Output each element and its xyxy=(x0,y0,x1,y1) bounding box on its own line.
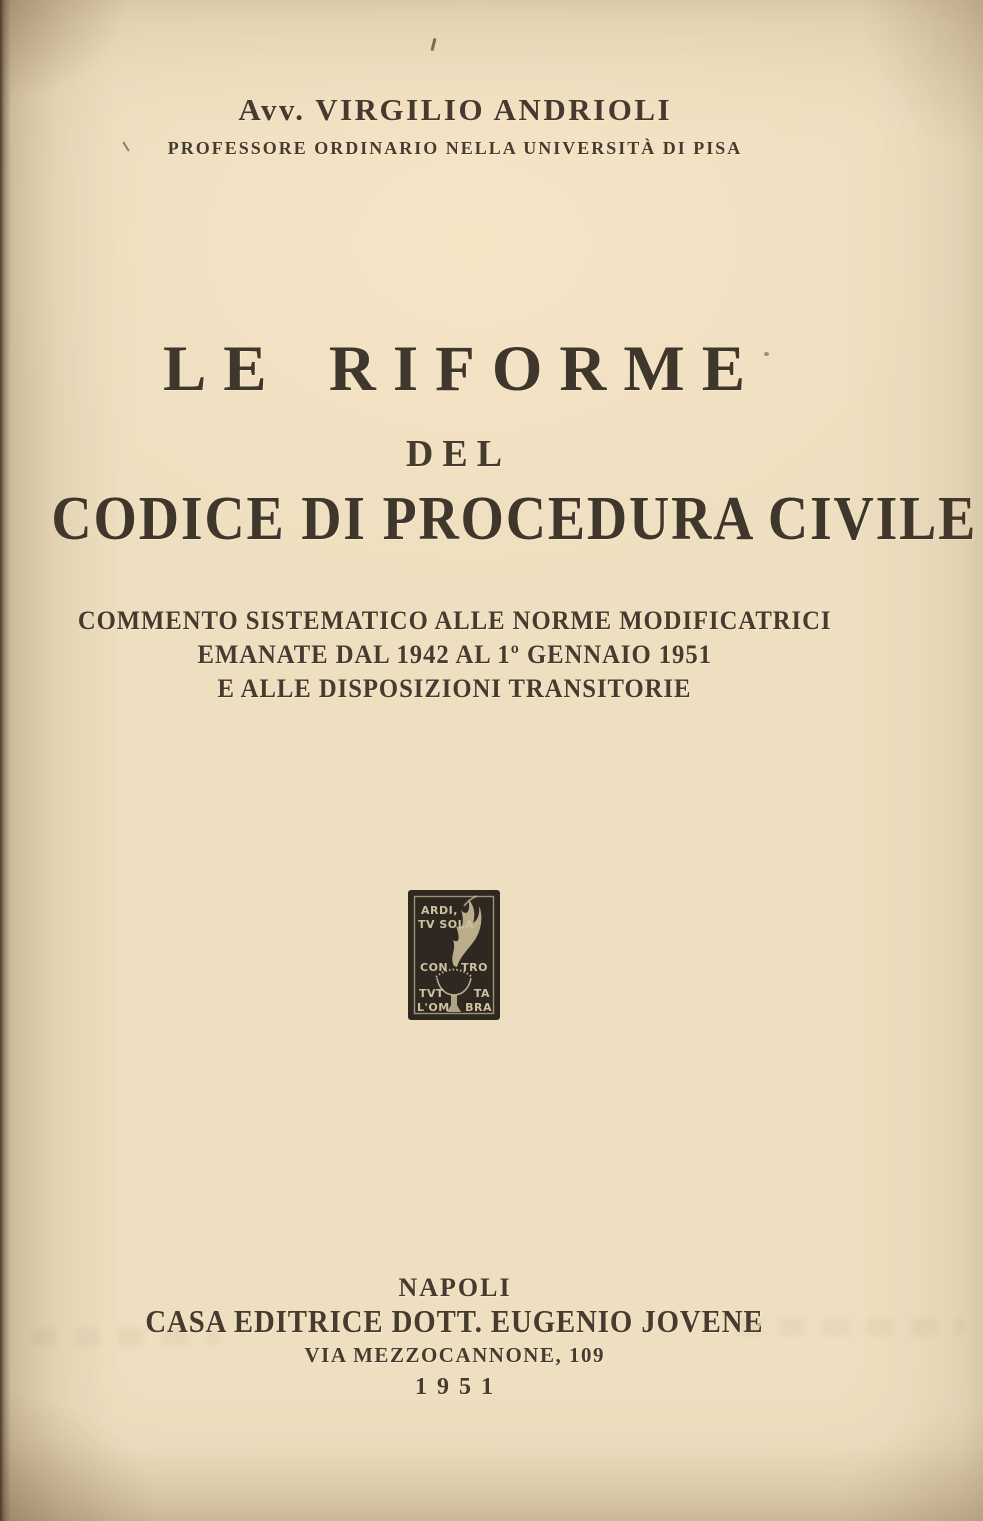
imprint-year-text: 1951 xyxy=(415,1374,503,1400)
imprint-address-text: VIA MEZZOCANNONE, 109 xyxy=(304,1343,605,1367)
imprint-publisher-text: CASA EDITRICE DOTT. EUGENIO JOVENE xyxy=(145,1303,764,1339)
subtitle-line-1 xyxy=(0,608,908,634)
emblem-motto-bottom2-left: L'OM xyxy=(417,1001,450,1014)
author-affiliation-text: PROFESSORE ORDINARIO NELLA UNIVERSITÀ DI PISA xyxy=(167,138,743,158)
subtitle-line-3-text: E ALLE DISPOSIZIONI TRANSITORIE xyxy=(217,674,692,703)
emblem-motto-bottom1-right: TA xyxy=(473,987,490,1000)
book-title-main-text: LE RIFORME xyxy=(162,333,763,405)
subtitle-line-3 xyxy=(0,676,908,702)
author-name xyxy=(0,94,908,125)
book-title-connector-text: DEL xyxy=(405,433,512,475)
author-name-text: Avv. VIRGILIO ANDRIOLI xyxy=(238,92,673,127)
book-title-connector xyxy=(0,435,908,473)
publisher-emblem xyxy=(408,890,500,1020)
book-title-secondary-text: CODICE DI PROCEDURA CIVILE xyxy=(51,485,978,553)
imprint-city xyxy=(0,1275,908,1301)
subtitle-line-2-text: EMANATE DAL 1942 AL 1º GENNAIO 1951 xyxy=(197,640,712,669)
emblem-motto-top2: TV SOLA xyxy=(418,918,475,931)
subtitle-line-2 xyxy=(0,642,908,668)
emblem-motto-mid-right: TRO xyxy=(461,961,488,974)
author-affiliation xyxy=(0,139,908,157)
imprint-city-text: NAPOLI xyxy=(398,1273,512,1302)
book-title-main xyxy=(0,333,908,405)
subtitle-line-1-text: COMMENTO SISTEMATICO ALLE NORME MODIFICATRICI xyxy=(77,606,832,635)
imprint-publisher xyxy=(0,1305,908,1337)
emblem-motto-bottom2-right: BRA xyxy=(465,1001,492,1014)
emblem-motto-mid-left: CON xyxy=(420,961,449,974)
imprint-year xyxy=(0,1375,908,1399)
imprint-address xyxy=(0,1345,908,1366)
emblem-motto-bottom1-left: TVT xyxy=(419,987,445,1000)
book-title-secondary xyxy=(0,485,978,553)
emblem-motto-top1: ARDI, xyxy=(421,904,458,917)
